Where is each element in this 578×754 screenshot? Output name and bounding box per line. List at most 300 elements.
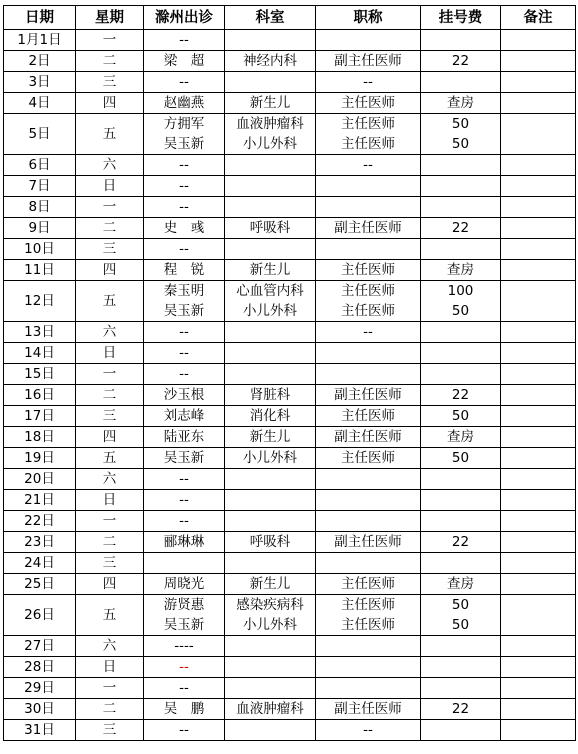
cell-department <box>225 30 316 51</box>
table-row <box>4 114 576 155</box>
cell-note <box>501 448 576 469</box>
cell-date: 3日 <box>4 72 76 93</box>
schedule-table <box>3 5 576 741</box>
table-row <box>4 385 576 406</box>
table-row <box>4 364 576 385</box>
cell-doctor <box>144 260 225 281</box>
cell-note <box>501 218 576 239</box>
cell-department-line: 血液肿瘤科 <box>236 701 304 717</box>
cell-date: 6日 <box>4 155 76 176</box>
cell-doctor-line: -- <box>179 345 189 361</box>
cell-doctor-line: -- <box>179 659 189 675</box>
cell-fee <box>421 490 501 511</box>
cell-fee <box>421 427 501 448</box>
cell-title <box>316 72 421 93</box>
cell-department <box>225 532 316 553</box>
cell-doctor <box>144 657 225 678</box>
cell-title <box>316 532 421 553</box>
cell-doctor-line: -- <box>179 32 189 48</box>
cell-doctor <box>144 699 225 720</box>
cell-doctor-line: 吴玉新 <box>163 303 205 319</box>
cell-department-line: 新生儿 <box>249 576 291 592</box>
cell-department-line: 血液肿瘤科 <box>236 116 304 132</box>
table-row <box>4 406 576 427</box>
cell-department <box>225 406 316 427</box>
cell-title-line: 主任医师 <box>341 303 395 319</box>
cell-date: 20日 <box>4 469 76 490</box>
cell-doctor <box>144 720 225 741</box>
cell-fee-line: 50 <box>451 597 470 613</box>
cell-doctor-line: -- <box>179 324 189 340</box>
cell-fee <box>421 469 501 490</box>
cell-doctor <box>144 678 225 699</box>
cell-doctor-line: 吴玉新 <box>163 450 205 466</box>
cell-weekday: 二 <box>76 385 144 406</box>
cell-title-line: -- <box>363 157 373 173</box>
table-row <box>4 72 576 93</box>
cell-fee-line: 22 <box>451 534 470 550</box>
cell-doctor-line: -- <box>179 492 189 508</box>
cell-date: 14日 <box>4 343 76 364</box>
cell-note <box>501 657 576 678</box>
cell-title <box>316 427 421 448</box>
cell-doctor-line: 史 彧 <box>163 220 205 236</box>
cell-title-line: 主任医师 <box>341 576 395 592</box>
cell-doctor-line: 郦琳琳 <box>163 534 205 550</box>
cell-weekday: 四 <box>76 427 144 448</box>
cell-note <box>501 343 576 364</box>
cell-weekday: 日 <box>76 176 144 197</box>
cell-title <box>316 218 421 239</box>
cell-note <box>501 260 576 281</box>
cell-doctor <box>144 343 225 364</box>
cell-doctor-line: -- <box>179 680 189 696</box>
cell-department <box>225 281 316 322</box>
cell-fee <box>421 595 501 636</box>
cell-doctor-line: -- <box>179 366 189 382</box>
cell-doctor <box>144 511 225 532</box>
cell-weekday: 六 <box>76 322 144 343</box>
cell-title <box>316 636 421 657</box>
cell-title <box>316 385 421 406</box>
cell-note <box>501 720 576 741</box>
cell-fee <box>421 260 501 281</box>
cell-department-line: 小儿外科 <box>243 136 297 152</box>
cell-fee-line: 50 <box>451 450 470 466</box>
cell-date: 23日 <box>4 532 76 553</box>
cell-department <box>225 657 316 678</box>
cell-fee <box>421 699 501 720</box>
cell-department-line: 小儿外科 <box>243 450 297 466</box>
cell-note <box>501 469 576 490</box>
cell-weekday: 三 <box>76 553 144 574</box>
cell-doctor-line: -- <box>179 157 189 173</box>
cell-fee <box>421 720 501 741</box>
cell-weekday: 二 <box>76 218 144 239</box>
cell-title <box>316 490 421 511</box>
table-row <box>4 343 576 364</box>
cell-doctor <box>144 469 225 490</box>
cell-title-line: 副主任医师 <box>334 429 402 445</box>
cell-weekday: 三 <box>76 720 144 741</box>
cell-department <box>225 239 316 260</box>
cell-weekday: 六 <box>76 636 144 657</box>
cell-date: 18日 <box>4 427 76 448</box>
cell-date: 24日 <box>4 553 76 574</box>
cell-department <box>225 574 316 595</box>
cell-weekday: 六 <box>76 469 144 490</box>
cell-weekday: 一 <box>76 197 144 218</box>
cell-department <box>225 636 316 657</box>
cell-title-line: 主任医师 <box>341 116 395 132</box>
cell-department <box>225 260 316 281</box>
cell-note <box>501 636 576 657</box>
cell-doctor-line: 游贤惠 <box>163 597 205 613</box>
cell-fee-line: 22 <box>451 387 470 403</box>
table-row <box>4 657 576 678</box>
cell-date: 29日 <box>4 678 76 699</box>
cell-doctor-line: 陆亚东 <box>163 429 205 445</box>
cell-title <box>316 678 421 699</box>
cell-title <box>316 239 421 260</box>
cell-title <box>316 448 421 469</box>
cell-doctor-line: 周晓光 <box>163 576 205 592</box>
cell-doctor-line: -- <box>179 471 189 487</box>
cell-date: 21日 <box>4 490 76 511</box>
cell-fee-line: 100 <box>447 283 474 299</box>
cell-note <box>501 532 576 553</box>
cell-weekday: 四 <box>76 260 144 281</box>
cell-fee-line: 22 <box>451 701 470 717</box>
cell-doctor-line: 方拥军 <box>163 116 205 132</box>
cell-department <box>225 427 316 448</box>
cell-department <box>225 720 316 741</box>
cell-doctor-line: ---- <box>174 638 194 654</box>
cell-fee-line: 查房 <box>447 576 474 592</box>
cell-fee <box>421 511 501 532</box>
cell-fee <box>421 322 501 343</box>
cell-weekday: 日 <box>76 657 144 678</box>
cell-doctor <box>144 553 225 574</box>
cell-title-line: 主任医师 <box>341 262 395 278</box>
cell-department <box>225 595 316 636</box>
cell-date: 16日 <box>4 385 76 406</box>
cell-date: 7日 <box>4 176 76 197</box>
cell-note <box>501 364 576 385</box>
cell-fee <box>421 343 501 364</box>
cell-doctor-line: -- <box>179 178 189 194</box>
cell-weekday: 一 <box>76 511 144 532</box>
cell-note <box>501 511 576 532</box>
cell-title-line: 主任医师 <box>341 408 395 424</box>
cell-doctor <box>144 155 225 176</box>
cell-department <box>225 364 316 385</box>
cell-date: 22日 <box>4 511 76 532</box>
cell-title-line: 主任医师 <box>341 95 395 111</box>
cell-title <box>316 93 421 114</box>
cell-weekday: 三 <box>76 406 144 427</box>
cell-fee-line: 查房 <box>447 429 474 445</box>
cell-department-line: 感染疾病科 <box>236 597 304 613</box>
cell-weekday: 三 <box>76 239 144 260</box>
cell-fee-line: 50 <box>451 303 470 319</box>
header-weekday: 星期 <box>76 6 144 30</box>
table-row <box>4 218 576 239</box>
cell-doctor-line: 程 锐 <box>163 262 205 278</box>
cell-weekday: 一 <box>76 364 144 385</box>
cell-fee <box>421 155 501 176</box>
cell-department <box>225 553 316 574</box>
cell-title-line: -- <box>363 324 373 340</box>
cell-weekday: 五 <box>76 281 144 322</box>
cell-department <box>225 511 316 532</box>
cell-title <box>316 553 421 574</box>
cell-title <box>316 176 421 197</box>
cell-title-line: 副主任医师 <box>334 387 402 403</box>
cell-date: 30日 <box>4 699 76 720</box>
cell-weekday: 一 <box>76 678 144 699</box>
cell-doctor-line: 赵幽燕 <box>163 95 205 111</box>
cell-title <box>316 406 421 427</box>
table-row <box>4 469 576 490</box>
cell-fee-line: 50 <box>451 136 470 152</box>
table-row <box>4 532 576 553</box>
cell-title <box>316 260 421 281</box>
cell-department <box>225 322 316 343</box>
table-row <box>4 30 576 51</box>
cell-department-line: 神经内科 <box>243 53 297 69</box>
table-row <box>4 511 576 532</box>
header-doctor: 滁州出诊 <box>144 6 225 30</box>
cell-fee <box>421 30 501 51</box>
cell-date: 17日 <box>4 406 76 427</box>
cell-department <box>225 490 316 511</box>
cell-department-line: 呼吸科 <box>249 534 291 550</box>
cell-fee <box>421 281 501 322</box>
cell-title <box>316 657 421 678</box>
cell-fee <box>421 406 501 427</box>
cell-department <box>225 469 316 490</box>
cell-date: 12日 <box>4 281 76 322</box>
cell-title <box>316 469 421 490</box>
cell-department <box>225 93 316 114</box>
cell-title-line: 副主任医师 <box>334 534 402 550</box>
cell-doctor <box>144 93 225 114</box>
cell-title-line: 副主任医师 <box>334 53 402 69</box>
cell-doctor <box>144 197 225 218</box>
cell-fee <box>421 93 501 114</box>
cell-doctor <box>144 322 225 343</box>
cell-department <box>225 114 316 155</box>
cell-weekday: 日 <box>76 343 144 364</box>
header-title: 职称 <box>316 6 421 30</box>
cell-weekday: 五 <box>76 114 144 155</box>
table-row <box>4 322 576 343</box>
cell-doctor-line: -- <box>179 74 189 90</box>
cell-date: 4日 <box>4 93 76 114</box>
cell-fee <box>421 574 501 595</box>
cell-doctor <box>144 239 225 260</box>
cell-doctor <box>144 281 225 322</box>
cell-note <box>501 427 576 448</box>
cell-department <box>225 385 316 406</box>
cell-date: 13日 <box>4 322 76 343</box>
cell-note <box>501 30 576 51</box>
cell-weekday: 五 <box>76 595 144 636</box>
cell-doctor <box>144 595 225 636</box>
table-row <box>4 176 576 197</box>
header-department: 科室 <box>225 6 316 30</box>
table-row <box>4 595 576 636</box>
cell-note <box>501 72 576 93</box>
cell-fee <box>421 197 501 218</box>
cell-weekday: 二 <box>76 51 144 72</box>
cell-doctor <box>144 72 225 93</box>
cell-doctor <box>144 30 225 51</box>
cell-title-line: 主任医师 <box>341 283 395 299</box>
cell-fee-line: 50 <box>451 116 470 132</box>
cell-date: 26日 <box>4 595 76 636</box>
cell-department-line: 新生儿 <box>249 429 291 445</box>
cell-doctor <box>144 636 225 657</box>
table-row <box>4 678 576 699</box>
cell-fee <box>421 176 501 197</box>
cell-doctor-line: -- <box>179 513 189 529</box>
cell-note <box>501 490 576 511</box>
table-row <box>4 93 576 114</box>
cell-fee-line: 22 <box>451 220 470 236</box>
cell-department <box>225 197 316 218</box>
cell-title <box>316 364 421 385</box>
cell-doctor-line: -- <box>179 722 189 738</box>
cell-date: 15日 <box>4 364 76 385</box>
cell-doctor-line: 秦玉明 <box>163 283 205 299</box>
cell-department-line: 新生儿 <box>249 95 291 111</box>
cell-doctor <box>144 176 225 197</box>
table-row <box>4 281 576 322</box>
cell-fee-line: 50 <box>451 617 470 633</box>
cell-note <box>501 176 576 197</box>
cell-title <box>316 511 421 532</box>
cell-weekday: 三 <box>76 72 144 93</box>
cell-date: 31日 <box>4 720 76 741</box>
cell-note <box>501 114 576 155</box>
cell-doctor-line: 沙玉根 <box>163 387 205 403</box>
cell-date: 27日 <box>4 636 76 657</box>
cell-fee <box>421 553 501 574</box>
cell-doctor-line: 刘志峰 <box>163 408 205 424</box>
cell-fee-line: 查房 <box>447 95 474 111</box>
cell-weekday: 六 <box>76 155 144 176</box>
cell-department-line: 消化科 <box>249 408 291 424</box>
cell-title <box>316 51 421 72</box>
cell-title <box>316 720 421 741</box>
cell-note <box>501 93 576 114</box>
table-row <box>4 155 576 176</box>
cell-note <box>501 595 576 636</box>
cell-fee <box>421 239 501 260</box>
cell-weekday: 四 <box>76 93 144 114</box>
cell-title <box>316 114 421 155</box>
cell-note <box>501 281 576 322</box>
cell-fee <box>421 114 501 155</box>
cell-weekday: 二 <box>76 699 144 720</box>
cell-department-line: 呼吸科 <box>249 220 291 236</box>
cell-doctor <box>144 114 225 155</box>
cell-department <box>225 155 316 176</box>
cell-date: 5日 <box>4 114 76 155</box>
cell-title <box>316 155 421 176</box>
table-row <box>4 574 576 595</box>
cell-note <box>501 51 576 72</box>
cell-date: 19日 <box>4 448 76 469</box>
cell-department <box>225 176 316 197</box>
cell-doctor-line: 吴 鹏 <box>163 701 205 717</box>
cell-note <box>501 385 576 406</box>
cell-doctor <box>144 385 225 406</box>
cell-date: 11日 <box>4 260 76 281</box>
table-row <box>4 197 576 218</box>
cell-doctor-line: 吴玉新 <box>163 136 205 152</box>
cell-title-line: 主任医师 <box>341 617 395 633</box>
cell-department <box>225 678 316 699</box>
cell-title-line: 主任医师 <box>341 597 395 613</box>
cell-title <box>316 343 421 364</box>
cell-note <box>501 322 576 343</box>
cell-department <box>225 218 316 239</box>
cell-doctor <box>144 218 225 239</box>
cell-title-line: -- <box>363 74 373 90</box>
cell-date: 28日 <box>4 657 76 678</box>
cell-note <box>501 553 576 574</box>
cell-doctor <box>144 364 225 385</box>
cell-fee <box>421 51 501 72</box>
cell-title <box>316 574 421 595</box>
cell-doctor <box>144 51 225 72</box>
cell-fee <box>421 678 501 699</box>
cell-note <box>501 239 576 260</box>
cell-title-line: -- <box>363 722 373 738</box>
table-row <box>4 699 576 720</box>
cell-fee <box>421 532 501 553</box>
cell-department-line: 新生儿 <box>249 262 291 278</box>
cell-department-line: 小儿外科 <box>243 303 297 319</box>
table-row <box>4 636 576 657</box>
cell-weekday: 日 <box>76 490 144 511</box>
cell-fee <box>421 636 501 657</box>
cell-title <box>316 322 421 343</box>
cell-title <box>316 281 421 322</box>
cell-doctor <box>144 574 225 595</box>
cell-department <box>225 51 316 72</box>
cell-date: 8日 <box>4 197 76 218</box>
cell-date: 1月1日 <box>4 30 76 51</box>
table-row <box>4 490 576 511</box>
cell-department <box>225 699 316 720</box>
table-row <box>4 260 576 281</box>
cell-weekday: 五 <box>76 448 144 469</box>
cell-doctor <box>144 427 225 448</box>
cell-department-line: 心血管内科 <box>236 283 304 299</box>
cell-fee-line: 50 <box>451 408 470 424</box>
cell-title <box>316 699 421 720</box>
cell-title-line: 主任医师 <box>341 136 395 152</box>
cell-doctor-line: 梁 超 <box>163 53 205 69</box>
cell-doctor <box>144 406 225 427</box>
cell-date: 2日 <box>4 51 76 72</box>
cell-fee <box>421 218 501 239</box>
cell-fee <box>421 448 501 469</box>
